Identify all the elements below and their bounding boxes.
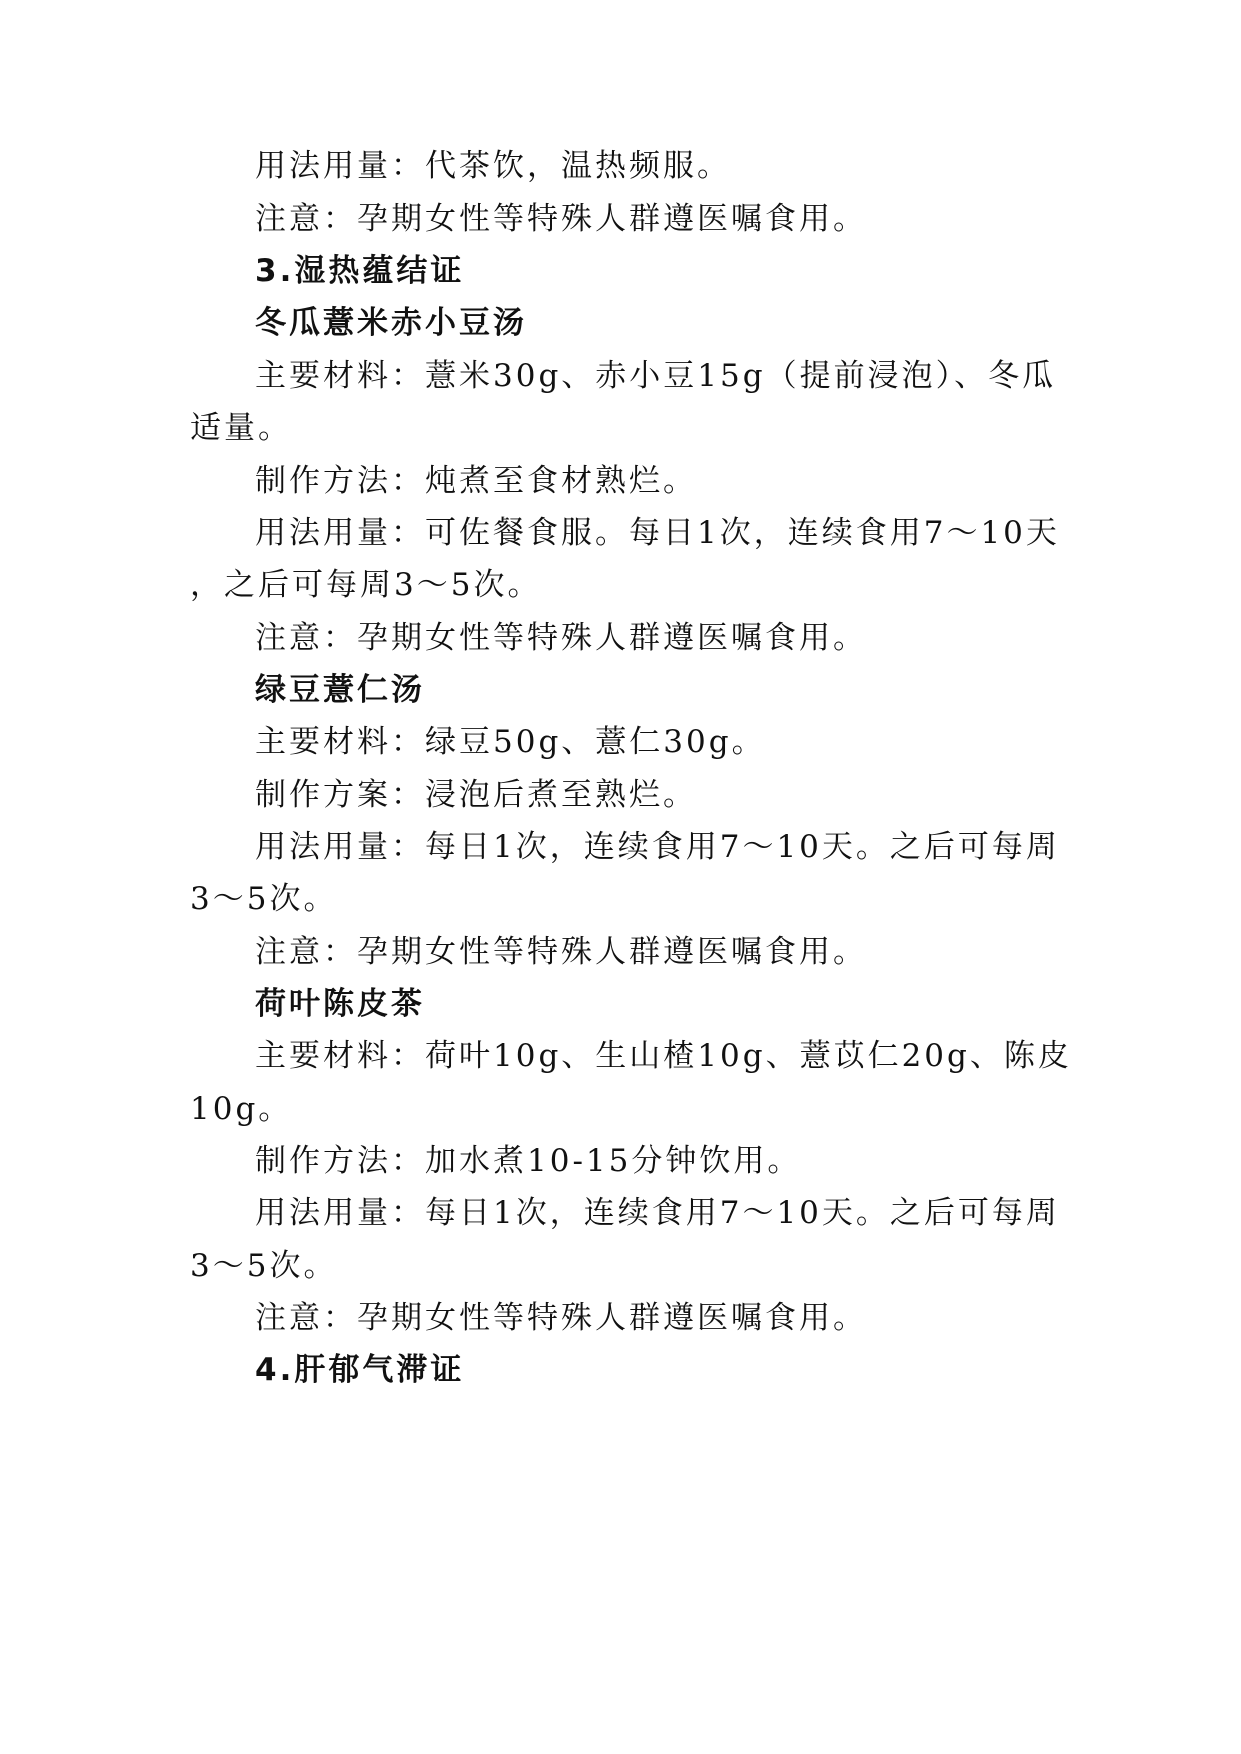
- caution-line: 注意：孕期女性等特殊人群遵医嘱食用。: [255, 934, 867, 970]
- ingredients-continuation: 适量。: [190, 410, 292, 446]
- ingredients-line: 主要材料：荷叶10g、生山楂10g、薏苡仁20g、陈皮: [255, 1038, 1072, 1074]
- caution-line: 注意：孕期女性等特殊人群遵医嘱食用。: [255, 1300, 867, 1336]
- caution-line: 注意：孕期女性等特殊人群遵医嘱食用。: [255, 620, 867, 656]
- usage-continuation: 3～5次。: [190, 881, 338, 917]
- usage-line: 用法用量：每日1次，连续食用7～10天。之后可每周: [255, 829, 1060, 865]
- method-line: 制作方法：炖煮至食材熟烂。: [255, 463, 697, 499]
- recipe-title-lotus-leaf-tea: 荷叶陈皮茶: [255, 986, 425, 1022]
- recipe-title-winter-melon-soup: 冬瓜薏米赤小豆汤: [255, 305, 527, 341]
- section-heading-liver-qi: 4.肝郁气滞证: [255, 1352, 465, 1388]
- usage-line: 用法用量：代茶饮，温热频服。: [255, 148, 731, 184]
- ingredients-line: 主要材料：绿豆50g、薏仁30g。: [255, 724, 766, 760]
- section-heading-damp-heat: 3.湿热蕴结证: [255, 253, 465, 289]
- method-line: 制作方法：加水煮10-15分钟饮用。: [255, 1143, 802, 1179]
- document-page: [190, 0, 1072, 1754]
- recipe-title-mung-bean-soup: 绿豆薏仁汤: [255, 672, 425, 708]
- method-line: 制作方案：浸泡后煮至熟烂。: [255, 777, 697, 813]
- ingredients-line: 主要材料：薏米30g、赤小豆15g（提前浸泡）、冬瓜: [255, 358, 1057, 394]
- caution-line: 注意：孕期女性等特殊人群遵医嘱食用。: [255, 201, 867, 237]
- usage-continuation: 3～5次。: [190, 1248, 338, 1284]
- usage-line: 用法用量：可佐餐食服。每日1次，连续食用7～10天: [255, 515, 1060, 551]
- ingredients-continuation: 10g。: [190, 1091, 293, 1127]
- usage-continuation: ，之后可每周3～5次。: [190, 567, 542, 603]
- usage-line: 用法用量：每日1次，连续食用7～10天。之后可每周: [255, 1195, 1060, 1231]
